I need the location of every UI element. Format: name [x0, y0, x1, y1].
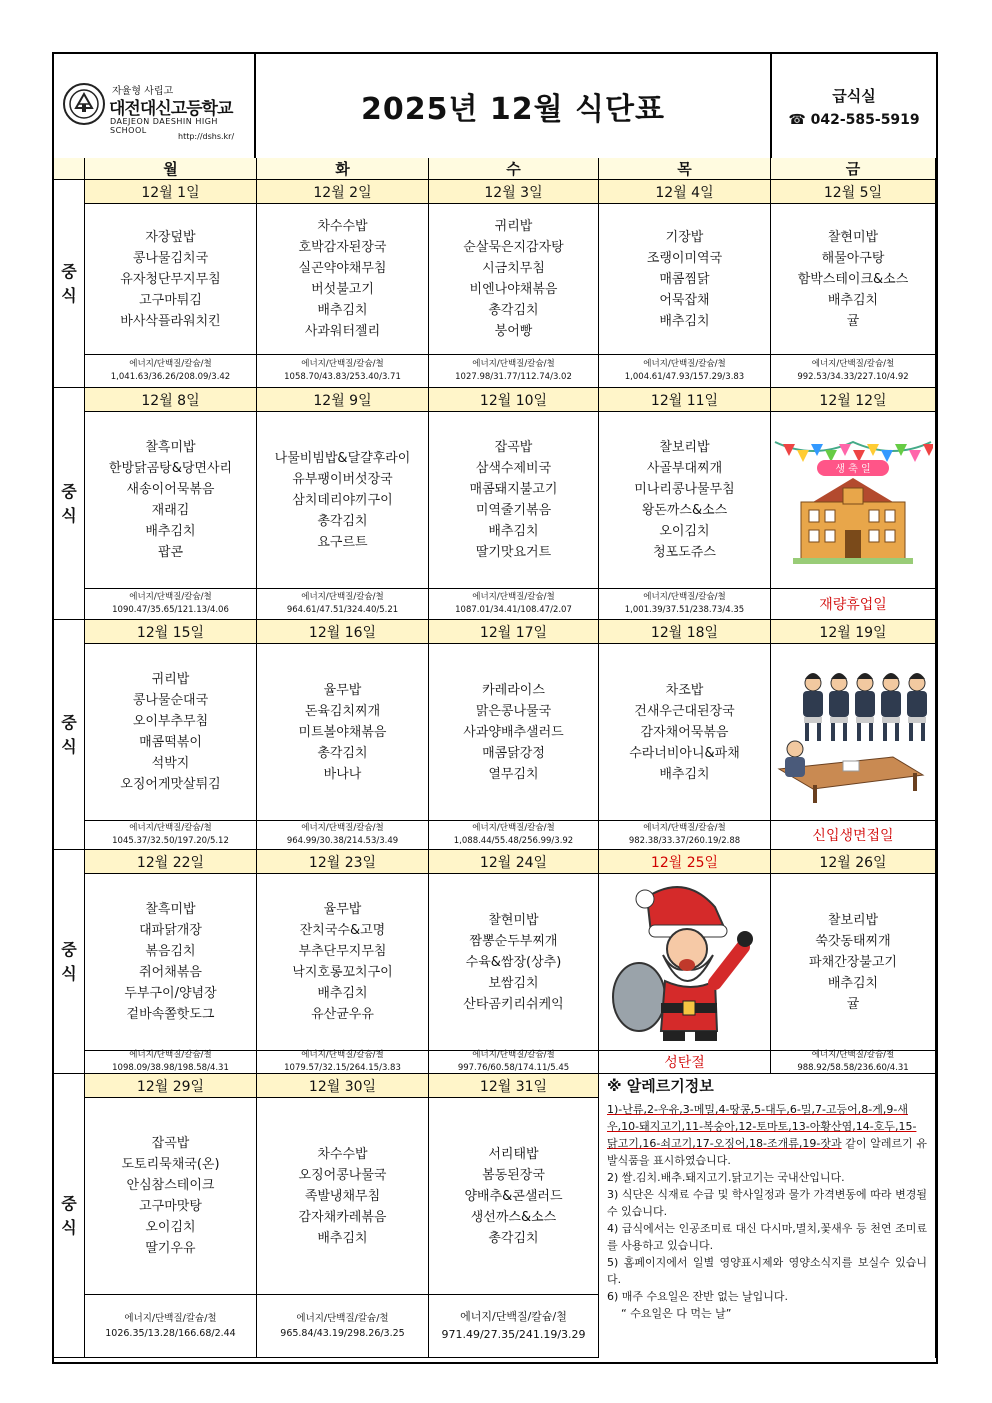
date-header [429, 1074, 599, 1098]
school-url[interactable]: http://dshs.kr/ [178, 132, 235, 141]
menu-item: 볶음김치 [145, 944, 196, 959]
menu-item: 순살묵은지감자탕 [463, 240, 564, 255]
date-header [429, 620, 599, 644]
menu-item: 고구마맛탕 [139, 1199, 202, 1214]
menu-item: 석박지 [151, 756, 190, 771]
day-name: 수 [506, 160, 521, 178]
date-header [771, 850, 936, 874]
nutrition-label: 에너지/단백질/칼슘/철 [472, 823, 555, 833]
menu-item: 열무김치 [488, 766, 539, 782]
meal-label-week-3 [54, 620, 85, 850]
nutrition-values: 1,004.61/47.93/157.29/3.83 [624, 372, 745, 382]
menu-item: 감자채카레볶음 [298, 1209, 387, 1225]
date-header [257, 1074, 429, 1098]
date-header [429, 850, 599, 874]
banner-text: 생 축 일 [835, 464, 871, 475]
menu-list [429, 204, 599, 354]
nutrition-label: 에너지/단백질/칼슘/철 [129, 359, 212, 369]
menu-item: 잡곡밥 [494, 440, 533, 455]
date-header [257, 388, 429, 412]
menu-item: 귀리밥 [494, 219, 533, 234]
menu-item: 파채간장불고기 [809, 954, 897, 970]
menu-item: 딸기맛요거트 [475, 545, 552, 560]
menu-item: 매콤닭강정 [482, 745, 545, 761]
special-day-text: 신입생면접일 [812, 828, 894, 844]
allergy-info [599, 1074, 936, 1358]
date-header [771, 180, 936, 204]
nutrition-values: 965.84/43.19/298.26/3.25 [280, 1328, 405, 1339]
menu-item: 배추김치 [659, 313, 710, 329]
nutrition-values: 1098.09/38.98/198.58/4.31 [112, 1063, 229, 1073]
menu-item: 요구르트 [317, 534, 368, 550]
date-header [429, 388, 599, 412]
nutrition-info [429, 1050, 599, 1074]
meal-label-char: 식 [61, 505, 77, 525]
menu-item: 안심참스테이크 [126, 1178, 215, 1193]
menu-item: 차수수밥 [317, 1146, 368, 1162]
menu-item: 오이김치 [659, 524, 710, 539]
nutrition-label: 에너지/단백질/칼슘/철 [472, 592, 555, 602]
meal-label-week-4 [54, 850, 85, 1074]
menu-item: 양배추&콘샐러드 [464, 1188, 563, 1204]
menu-item: 귤 [846, 996, 860, 1012]
menu-item: 율무밥 [323, 682, 362, 698]
nutrition-label: 에너지/단백질/칼슘/철 [129, 1050, 212, 1060]
menu-item: 매콤떡볶이 [139, 735, 202, 750]
nutrition-info [599, 588, 771, 620]
date-label: 12월 26일 [819, 854, 887, 871]
menu-list [429, 1098, 599, 1294]
menu-list [85, 644, 257, 820]
nutrition-info [85, 1294, 257, 1358]
nutrition-values: 1045.37/32.50/197.20/5.12 [112, 836, 229, 846]
menu-item: 새송이어묵볶음 [126, 482, 215, 497]
date-header [599, 388, 771, 412]
date-label: 12월 30일 [308, 1078, 377, 1095]
meal-label-char: 중 [61, 712, 77, 732]
menu-list [429, 644, 599, 820]
menu-item: 총각김치 [317, 513, 368, 529]
date-header [429, 180, 599, 204]
menu-item: 배추김치 [827, 292, 879, 308]
nutrition-info [85, 820, 257, 850]
date-header [257, 620, 429, 644]
nutrition-values: 1,088.44/55.48/256.99/3.92 [453, 836, 574, 846]
nutrition-info [771, 354, 936, 388]
school-subtitle: 자율형 사립고 [112, 86, 174, 97]
menu-list [257, 204, 429, 354]
menu-list [257, 1098, 429, 1294]
santa-illustration [599, 874, 771, 1050]
nutrition-info [429, 354, 599, 388]
menu-list [85, 412, 257, 588]
menu-item: 고구마튀김 [139, 292, 202, 308]
menu-item: 산타곰키리쉬케익 [463, 996, 564, 1012]
menu-list [599, 204, 771, 354]
menu-item: 차수수밥 [317, 219, 368, 234]
menu-item: 조랭이미역국 [646, 250, 723, 266]
date-label: 12월 5일 [823, 184, 883, 201]
allergy-title: ※ 알레르기정보 [607, 1077, 714, 1095]
menu-item: 서리태밥 [488, 1146, 539, 1162]
nutrition-info [599, 354, 771, 388]
allergy-codes-tail: 같이 알레르기 유발식품을 표시하였습니다. [607, 1137, 927, 1167]
special-day-text: 재량휴업일 [819, 597, 887, 613]
meal-label-char: 식 [61, 963, 77, 983]
menu-item: 수육&쌈장(상추) [465, 954, 562, 970]
menu-item: 배추김치 [317, 1230, 368, 1246]
special-day-label [771, 588, 936, 620]
menu-item: 수라너비아니&파채 [629, 745, 740, 761]
menu-item: 배추김치 [145, 524, 196, 539]
menu-item: 총각김치 [317, 745, 368, 761]
meal-label-week-2 [54, 388, 85, 620]
menu-item: 겉바속쫄핫도그 [126, 1007, 215, 1022]
nutrition-values: 1,001.39/37.51/238.73/4.35 [624, 605, 745, 615]
date-label: 12월 17일 [479, 624, 548, 641]
sheet-header [54, 54, 936, 160]
nutrition-values: 1090.47/35.65/121.13/4.06 [112, 605, 229, 615]
menu-list [429, 412, 599, 588]
nutrition-label: 에너지/단백질/칼슘/철 [124, 1313, 217, 1324]
date-label: 12월 10일 [479, 392, 548, 409]
menu-list [257, 874, 429, 1050]
school-birthday-illustration [771, 412, 936, 588]
menu-item: 쑥갓동태찌개 [815, 933, 891, 949]
nutrition-label: 에너지/단백질/칼슘/철 [472, 359, 555, 369]
menu-item: 찰보리밥 [659, 440, 710, 455]
menu-item: 배추김치 [659, 766, 710, 782]
menu-item: 두부구이/양념장 [124, 986, 217, 1001]
allergy-note: 5) 홈페이지에서 일별 영양표시제와 영양소식지를 보실수 있습니다. [607, 1256, 927, 1286]
meal-label-char: 중 [61, 939, 77, 959]
nutrition-values: 964.61/47.51/324.40/5.21 [286, 605, 399, 615]
menu-item: 사과양배추샐러드 [463, 724, 564, 740]
menu-item: 나물비빔밥&달걀후라이 [274, 450, 411, 466]
nutrition-info [85, 354, 257, 388]
nutrition-info [429, 1294, 599, 1358]
allergy-note: 6) 매주 수요일은 잔반 없는 날입니다. [607, 1290, 789, 1303]
nutrition-values: 971.49/27.35/241.19/3.29 [441, 1328, 586, 1341]
day-name: 목 [677, 160, 692, 178]
menu-item: 유자청단무지무침 [120, 271, 221, 287]
menu-item: 총각김치 [488, 1230, 539, 1246]
menu-item: 돈육김치찌개 [304, 703, 381, 719]
menu-item: 생선까스&소스 [470, 1209, 557, 1225]
date-label: 12월 9일 [313, 392, 372, 409]
date-label: 12월 31일 [479, 1078, 548, 1095]
menu-item: 귀리밥 [151, 672, 190, 687]
nutrition-values: 964.99/30.38/214.53/3.49 [286, 836, 399, 846]
day-name: 금 [845, 160, 861, 178]
date-header [599, 850, 771, 874]
menu-item: 매콤돼지불고기 [469, 482, 558, 497]
date-header [771, 388, 936, 412]
day-name: 월 [163, 160, 178, 178]
menu-item: 총각김치 [488, 303, 539, 318]
menu-item: 유부팽이버섯장국 [292, 471, 393, 487]
date-label: 12월 22일 [136, 854, 205, 871]
menu-item: 잡곡밥 [151, 1136, 190, 1151]
date-label: 12월 25일 [650, 854, 719, 871]
menu-item: 미나리콩나물무침 [634, 482, 735, 497]
nutrition-label: 에너지/단백질/칼슘/철 [643, 592, 726, 602]
nutrition-label: 에너지/단백질/칼슘/철 [129, 823, 212, 833]
menu-list [85, 1098, 257, 1294]
meal-label-char: 중 [61, 481, 77, 501]
contact-phone: ☎ 042-585-5919 [788, 111, 920, 128]
nutrition-label: 에너지/단백질/칼슘/철 [643, 823, 726, 833]
nutrition-values: 1,041.63/36.26/208.09/3.42 [110, 372, 231, 382]
nutrition-label: 에너지/단백질/칼슘/철 [301, 823, 384, 833]
day-header-2 [429, 158, 599, 180]
day-header-4 [771, 158, 936, 180]
menu-item: 기장밥 [665, 229, 704, 245]
menu-item: 카레라이스 [482, 682, 545, 698]
menu-item: 오이김치 [145, 1220, 196, 1235]
allergy-note: 4) 급식에서는 인공조미료 대신 다시마,멸치,꽃새우 등 천연 조미료를 사용하고 있습니다. [607, 1222, 927, 1252]
nutrition-label: 에너지/단백질/칼슘/철 [301, 592, 384, 602]
date-label: 12월 11일 [650, 392, 719, 409]
date-header [599, 620, 771, 644]
menu-item: 붕어빵 [494, 324, 533, 339]
menu-item: 삼치데리야끼구이 [292, 492, 393, 508]
school-logo-area [54, 54, 256, 158]
date-label: 12월 16일 [308, 624, 377, 641]
date-header [85, 1074, 257, 1098]
allergy-note: 3) 식단은 식재료 수급 및 학사일정과 물가 가격변동에 따라 변경될수 있습니다. [607, 1188, 927, 1218]
menu-item: 시금치무침 [482, 261, 545, 276]
day-header-1 [257, 158, 429, 180]
menu-list [771, 204, 936, 354]
nutrition-info [771, 1050, 936, 1074]
menu-item: 실곤약야채무침 [298, 261, 387, 276]
date-label: 12월 1일 [141, 184, 200, 201]
menu-item: 콩나물김치국 [132, 250, 209, 266]
meal-label-char: 식 [61, 285, 77, 305]
menu-item: 딸기우유 [145, 1241, 196, 1256]
date-label: 12월 15일 [136, 624, 205, 641]
contact-area [772, 54, 936, 158]
menu-item: 건새우근대된장국 [634, 703, 735, 719]
menu-item: 찰보리밥 [827, 912, 879, 928]
school-birthday-illustration [773, 430, 933, 570]
menu-item: 해물아구탕 [821, 250, 885, 266]
title-area [256, 54, 772, 158]
interview-illustration [773, 657, 933, 807]
menu-list [429, 874, 599, 1050]
menu-item: 짬뽕순두부찌개 [469, 933, 558, 949]
menu-item: 족발냉채무침 [304, 1188, 381, 1204]
date-label: 12월 12일 [819, 392, 887, 409]
nutrition-values: 1087.01/34.41/108.47/2.07 [455, 605, 572, 615]
menu-item: 콩나물순대국 [132, 693, 209, 708]
menu-item: 사과워터젤리 [304, 324, 381, 339]
special-day-text: 성탄절 [664, 1055, 705, 1071]
menu-item: 대파닭개장 [139, 923, 202, 938]
menu-item: 잔치국수&고명 [299, 923, 386, 938]
date-header [85, 388, 257, 412]
menu-item: 재래김 [151, 503, 190, 518]
nutrition-values: 1026.35/13.28/166.68/2.44 [105, 1328, 236, 1339]
date-header [85, 850, 257, 874]
nutrition-values: 1027.98/31.77/112.74/3.02 [455, 372, 572, 382]
menu-item: 삼색수제비국 [475, 461, 552, 476]
nutrition-info [257, 1050, 429, 1074]
nutrition-info [85, 588, 257, 620]
menu-item: 유산균우유 [311, 1007, 374, 1022]
date-header [599, 180, 771, 204]
date-header [257, 850, 429, 874]
menu-item: 함박스테이크&소스 [797, 271, 909, 287]
menu-list [599, 412, 771, 588]
menu-item: 부추단무지무침 [298, 944, 387, 959]
menu-sheet [52, 52, 938, 1364]
nutrition-info [599, 820, 771, 850]
menu-item: 오징어게맛살튀김 [120, 777, 221, 792]
school-english-name: DAEJEON DAESHIN HIGH SCHOOL [110, 117, 218, 135]
nutrition-info [257, 1294, 429, 1358]
date-header [85, 620, 257, 644]
menu-item: 율무밥 [323, 902, 362, 917]
menu-item: 찰흑미밥 [145, 440, 196, 455]
menu-item: 맑은콩나물국 [475, 703, 552, 719]
menu-item: 배추김치 [317, 303, 368, 318]
menu-item: 보쌈김치 [488, 975, 539, 991]
nutrition-info [85, 1050, 257, 1074]
allergy-codes: 1)-난류,2-우유,3-메밀,4-땅콩,5-대두,6-밀,7-고등어,8-게,9-새우,10-돼지고기,11-복숭아,12-토마토,13-아황산염,14-호두,15-닭고기,16-쇠고기,17-오징어,18-조개류,19-잣과 [607, 1103, 917, 1150]
nutrition-label: 에너지/단백질/칼슘/철 [643, 359, 726, 369]
nutrition-values: 997.76/60.58/174.11/5.45 [457, 1063, 570, 1073]
day-header-corner [54, 158, 85, 180]
menu-item: 호박감자된장국 [298, 240, 387, 255]
meal-label-char: 중 [61, 1193, 77, 1213]
school-emblem-icon [62, 82, 106, 126]
menu-list [85, 874, 257, 1050]
menu-item: 봄동된장국 [482, 1167, 545, 1183]
menu-item: 오이부추무침 [132, 714, 209, 729]
date-header [257, 180, 429, 204]
menu-item: 도토리묵채국(온) [121, 1157, 220, 1172]
date-header [85, 180, 257, 204]
menu-item: 한방닭곰탕&당면사리 [108, 461, 233, 476]
menu-item: 배추김치 [488, 524, 539, 539]
nutrition-info [429, 588, 599, 620]
allergy-note: “ 수요일은 다 먹는 날” [621, 1307, 732, 1320]
menu-item: 어묵잡채 [659, 292, 710, 308]
menu-list [599, 644, 771, 820]
nutrition-label: 에너지/단백질/칼슘/철 [460, 1310, 567, 1323]
date-header [771, 620, 936, 644]
nutrition-label: 에너지/단백질/칼슘/철 [296, 1313, 389, 1324]
menu-item: 버섯불고기 [311, 282, 374, 297]
day-header-0 [85, 158, 257, 180]
meal-label-week-1 [54, 180, 85, 388]
menu-item: 사골부대찌개 [646, 461, 723, 476]
menu-list [771, 874, 936, 1050]
school-name: 대전대신고등학교 [109, 99, 233, 119]
day-name: 화 [335, 160, 350, 178]
meal-label-char: 중 [61, 261, 77, 281]
menu-item: 왕돈까스&소스 [641, 503, 728, 518]
allergy-note: 2) 쌀.김치.배추.돼지고기.닭고기는 국내산입니다. [607, 1171, 845, 1184]
nutrition-values: 988.92/58.58/236.60/4.31 [797, 1063, 909, 1073]
allergy-codes-paragraph [607, 1101, 927, 1169]
menu-item: 찰현미밥 [488, 912, 539, 928]
nutrition-label: 에너지/단백질/칼슘/철 [811, 1050, 895, 1060]
nutrition-info [257, 354, 429, 388]
nutrition-label: 에너지/단백질/칼슘/철 [811, 359, 895, 369]
menu-item: 배추김치 [827, 975, 879, 991]
santa-illustration [605, 877, 765, 1047]
menu-item: 쥐어채볶음 [139, 965, 202, 980]
menu-item: 낙지호롱꼬치구이 [292, 965, 393, 980]
menu-item: 귤 [846, 313, 860, 329]
nutrition-values: 1058.70/43.83/253.40/3.71 [284, 372, 401, 382]
menu-item: 비엔나야채볶음 [469, 282, 558, 297]
menu-item: 미역줄기볶음 [475, 503, 552, 518]
menu-item: 배추김치 [317, 986, 368, 1001]
nutrition-label: 에너지/단백질/칼슘/철 [472, 1050, 555, 1060]
nutrition-label: 에너지/단백질/칼슘/철 [129, 592, 212, 602]
date-label: 12월 8일 [141, 392, 200, 409]
date-label: 12월 23일 [308, 854, 377, 871]
nutrition-values: 982.38/33.37/260.19/2.88 [628, 836, 741, 846]
nutrition-info [429, 820, 599, 850]
menu-item: 청포도쥬스 [653, 545, 716, 560]
nutrition-label: 에너지/단백질/칼슘/철 [301, 1050, 384, 1060]
day-header-3 [599, 158, 771, 180]
menu-item: 감자채어묵볶음 [640, 724, 729, 740]
menu-item: 찰흑미밥 [145, 902, 196, 917]
menu-item: 바사삭플라워치킨 [120, 313, 221, 329]
menu-item: 매콤찜닭 [659, 271, 710, 287]
menu-item: 팝콘 [157, 545, 184, 560]
contact-title: 급식실 [832, 86, 876, 105]
nutrition-info [257, 588, 429, 620]
menu-item: 오징어콩나물국 [298, 1167, 387, 1183]
menu-item: 찰현미밥 [827, 229, 879, 245]
menu-item: 차조밥 [665, 682, 704, 698]
menu-item: 자장덮밥 [145, 229, 196, 245]
meal-label-week-5 [54, 1074, 85, 1358]
special-day-label [599, 1050, 771, 1074]
nutrition-info [257, 820, 429, 850]
meal-label-char: 식 [61, 1217, 77, 1237]
nutrition-values: 992.53/34.33/227.10/4.92 [797, 372, 909, 382]
page-title: 2025년 12월 식단표 [360, 92, 666, 127]
menu-list [257, 412, 429, 588]
interview-illustration [771, 644, 936, 820]
menu-item: 바나나 [323, 766, 362, 782]
meal-label-char: 식 [61, 736, 77, 756]
date-label: 12월 18일 [650, 624, 719, 641]
date-label: 12월 2일 [313, 184, 372, 201]
menu-item: 미트볼야채볶음 [298, 724, 387, 740]
date-label: 12월 4일 [655, 184, 714, 201]
nutrition-values: 1079.57/32.15/264.15/3.83 [284, 1063, 401, 1073]
menu-list [85, 204, 257, 354]
date-label: 12월 24일 [479, 854, 548, 871]
special-day-label [771, 820, 936, 850]
nutrition-label: 에너지/단백질/칼슘/철 [301, 359, 384, 369]
date-label: 12월 29일 [136, 1078, 205, 1095]
date-label: 12월 19일 [819, 624, 887, 641]
date-label: 12월 3일 [484, 184, 543, 201]
menu-list [257, 644, 429, 820]
